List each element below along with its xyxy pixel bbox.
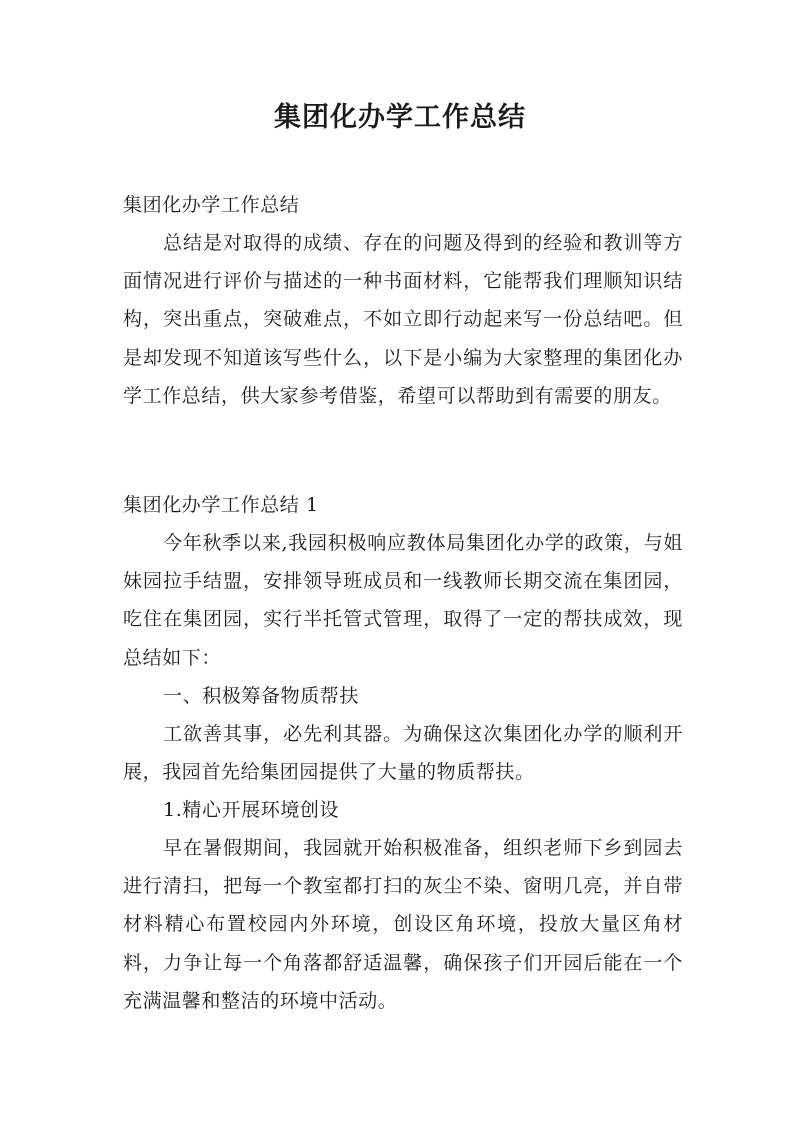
intro-paragraph: 总结是对取得的成绩、存在的问题及得到的经验和教训等方面情况进行评价与描述的一种书面材料，它能帮我们理顺知识结构，突出重点，突破难点，不如立即行动起来写一份总结吧。但是却发现不知道该写些什么，以下是小编为大家整理的集团化办学工作总结，供大家参考借鉴，希望可以帮助到有需要的朋友。: [123, 232, 683, 407]
section-1-paragraph-1: 今年秋季以来,我园积极响应教体局集团化办学的政策，与姐妹园拉手结盟，安排领导班成员和一线教师长期交流在集团园，吃住在集团园，实行半托管式管理，取得了一定的帮扶成效，现总结如下：: [123, 532, 683, 669]
subheading-material-support: 一、积极筹备物质帮扶: [163, 685, 360, 707]
section-1-heading: 集团化办学工作总结 1: [123, 494, 319, 516]
paragraph-environment: 早在暑假期间，我园就开始积极准备，组织老师下乡到园去进行清扫，把每一个教室都打扫的灰尘不染、窗明几亮，并自带材料精心布置校园内外环境，创设区角环境，投放大量区角材料，力争让每一个角落都舒适温馨，确保孩子们开园后能在一个充满温馨和整洁的环境中活动。: [123, 837, 683, 1012]
subheading-environment: 1.精心开展环境创设: [163, 799, 340, 821]
paragraph-material-support: 工欲善其事，必先利其器。为确保这次集团化办学的顺利开展，我园首先给集团园提供了大量的物质帮扶。: [123, 723, 683, 784]
document-title: 集团化办学工作总结: [274, 102, 526, 133]
intro-heading: 集团化办学工作总结: [123, 194, 300, 216]
